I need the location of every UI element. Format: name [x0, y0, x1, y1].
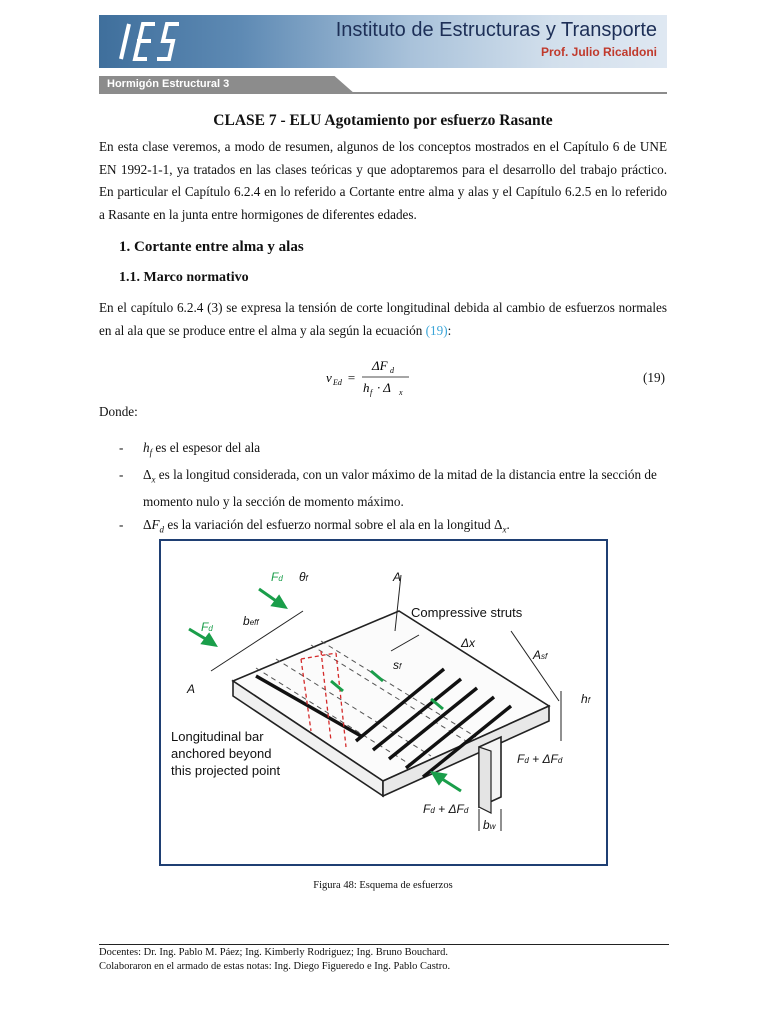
- normative-paragraph: [99, 297, 667, 342]
- svg-text:x: x: [399, 388, 403, 397]
- label-fd-left: Fd: [201, 620, 213, 634]
- header-banner: [99, 15, 667, 68]
- equation-lhs-sub: Ed: [333, 378, 342, 387]
- label-theta: θf: [299, 570, 308, 584]
- footer-colaboradores: Colaboraron en el armado de estas notas: Ing. Diego Figueredo e Ing. Pablo Castro.: [99, 961, 451, 972]
- list-item: [119, 514, 667, 541]
- svg-text:· Δ: · Δ: [377, 380, 391, 395]
- normative-text: En el capítulo 6.2.4 (3) se expresa la tensión de corte longitudinal debida al cambio de esfuerzos normales en al ala que se produce entre el alma y ala según la ecuación: [99, 300, 667, 338]
- label-dx: Δx: [461, 636, 476, 650]
- course-name: Hormigón Estructural 3: [107, 78, 230, 90]
- footer-docentes: Docentes: Dr. Ing. Pablo M. Páez; Ing. Kimberly Rodriguez; Ing. Bruno Bouchard.: [99, 947, 449, 958]
- label-fd-dfd-right: Fd + ΔFd: [517, 752, 563, 766]
- donde-label: Donde:: [99, 404, 138, 419]
- equation-numerator: ΔF: [372, 358, 388, 373]
- institute-name: Instituto de Estructuras y Transporte: [335, 19, 657, 41]
- footer-divider: [99, 944, 669, 945]
- svg-text:d: d: [390, 366, 394, 375]
- label-a-left: A: [187, 682, 196, 696]
- section-heading: 1. Cortante entre alma y alas: [119, 239, 304, 255]
- bullet-text: es la longitud considerada, con un valor máximo de la mitad de la distancia entre la sección de momento nulo y la sección de momento máximo.: [143, 467, 657, 510]
- list-item: [119, 464, 667, 514]
- course-bar: [99, 76, 667, 94]
- figure-diagram: [161, 541, 606, 864]
- course-divider: [99, 92, 667, 94]
- bullet-end: .: [506, 516, 510, 532]
- label-beff: beff: [243, 614, 259, 628]
- label-asf: Asf: [533, 648, 548, 662]
- label-long-bar-1: Longitudinal bar: [171, 729, 264, 744]
- label-a-top: A: [393, 570, 402, 584]
- ie-logo-icon: [107, 19, 187, 64]
- symbol-dx-tail: $\Delta_x$: [493, 516, 507, 535]
- equation-lhs: v: [326, 370, 332, 385]
- subsection-heading: 1.1. Marco normativo: [119, 270, 249, 285]
- label-long-bar-3: this projected point: [171, 763, 281, 778]
- bullet-text: es la variación del esfuerzo normal sobre el ala en la longitud: [164, 516, 494, 532]
- label-sf: sf: [393, 658, 402, 672]
- equation-19: [326, 356, 416, 398]
- symbol-hf: $h_f$: [143, 440, 153, 458]
- label-hf: hf: [581, 692, 590, 706]
- figure-caption: Figura 48: Esquema de esfuerzos: [313, 880, 453, 891]
- equation-reference-link[interactable]: (19): [425, 322, 448, 338]
- definition-list: [119, 437, 667, 541]
- intro-paragraph: En esta clase veremos, a modo de resumen, algunos de los conceptos mostrados en el Capítulo 6 de UNE EN 1992-1-1, ya tratados en las clases teóricas y que adoptaremos para el desarrollo del trabajo práctico. En particular el Capítulo 6.2.4 en lo referido a Cortante entre alma y alas y el Capítulo 6.2.5 en lo referido a Rasante en la junta entre hormigones de diferentes edades.: [99, 139, 667, 222]
- footer: [99, 946, 450, 974]
- equation-denominator: h: [363, 380, 370, 395]
- svg-text:f: f: [370, 388, 373, 397]
- equation-equals: =: [347, 370, 356, 385]
- figure-48: [159, 539, 608, 866]
- label-bw: bw: [483, 818, 496, 832]
- page-title: CLASE 7 - ELU Agotamiento por esfuerzo Rasante: [213, 112, 553, 129]
- label-struts: Compressive struts: [411, 605, 523, 620]
- symbol-dx: $\Delta_x$: [143, 467, 156, 485]
- equation-number: (19): [643, 370, 665, 385]
- label-long-bar-2: anchored beyond: [171, 746, 272, 761]
- normative-end: :: [447, 322, 452, 338]
- label-fd-dfd-bottom: Fd + ΔFd: [423, 802, 469, 816]
- bullet-text: es el espesor del ala: [152, 440, 261, 455]
- symbol-dfd: $\Delta F_d$: [143, 516, 165, 535]
- label-fd-top: Fd: [271, 570, 283, 584]
- list-item: [119, 437, 667, 464]
- professor-name: Prof. Julio Ricaldoni: [540, 45, 657, 59]
